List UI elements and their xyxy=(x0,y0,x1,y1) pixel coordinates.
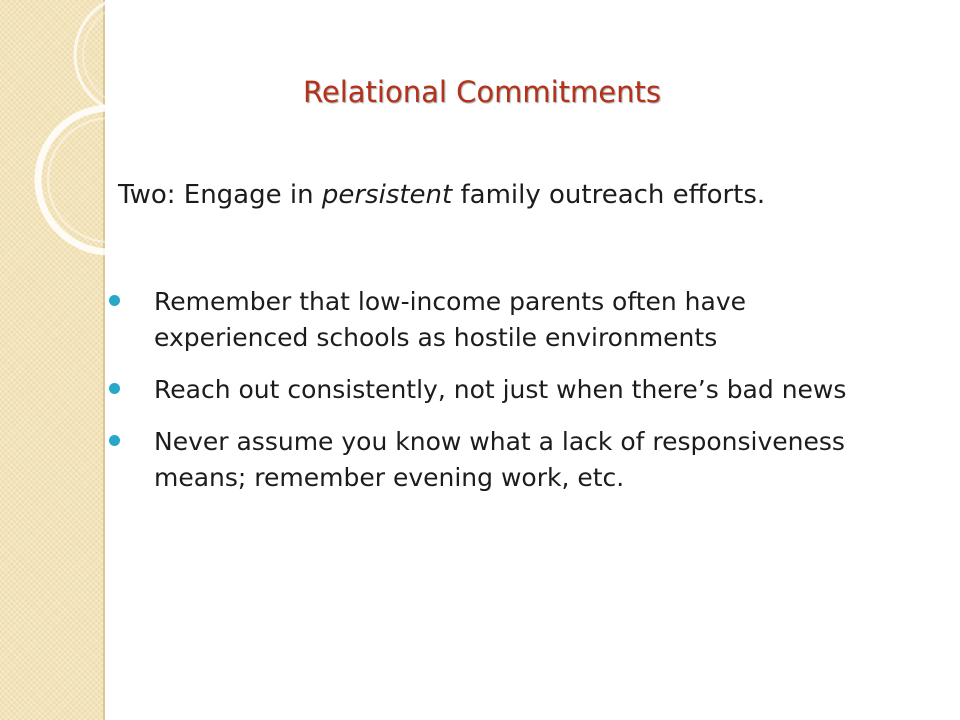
intro-line xyxy=(118,180,765,210)
bullet-item xyxy=(104,424,904,496)
intro-prefix: Two: Engage in xyxy=(118,180,322,210)
bullet-text: Remember that low-income parents often have experienced schools as hostile environments xyxy=(154,287,747,352)
bullet-text: Never assume you know what a lack of responsiveness means; remember evening work, etc. xyxy=(154,427,845,492)
intro-emphasis: persistent xyxy=(321,180,453,210)
bullet-text: Reach out consistently, not just when there’s bad news xyxy=(154,375,847,404)
slide-title: Relational Commitments xyxy=(303,75,661,109)
bullet-dot-icon xyxy=(109,383,120,394)
bullet-dot-icon xyxy=(109,435,120,446)
bullet-item xyxy=(104,372,904,408)
decorative-rings xyxy=(0,0,200,260)
bullet-list xyxy=(104,284,904,512)
intro-suffix: family outreach efforts. xyxy=(452,180,766,210)
bullet-item xyxy=(104,284,904,356)
bullet-dot-icon xyxy=(109,295,120,306)
